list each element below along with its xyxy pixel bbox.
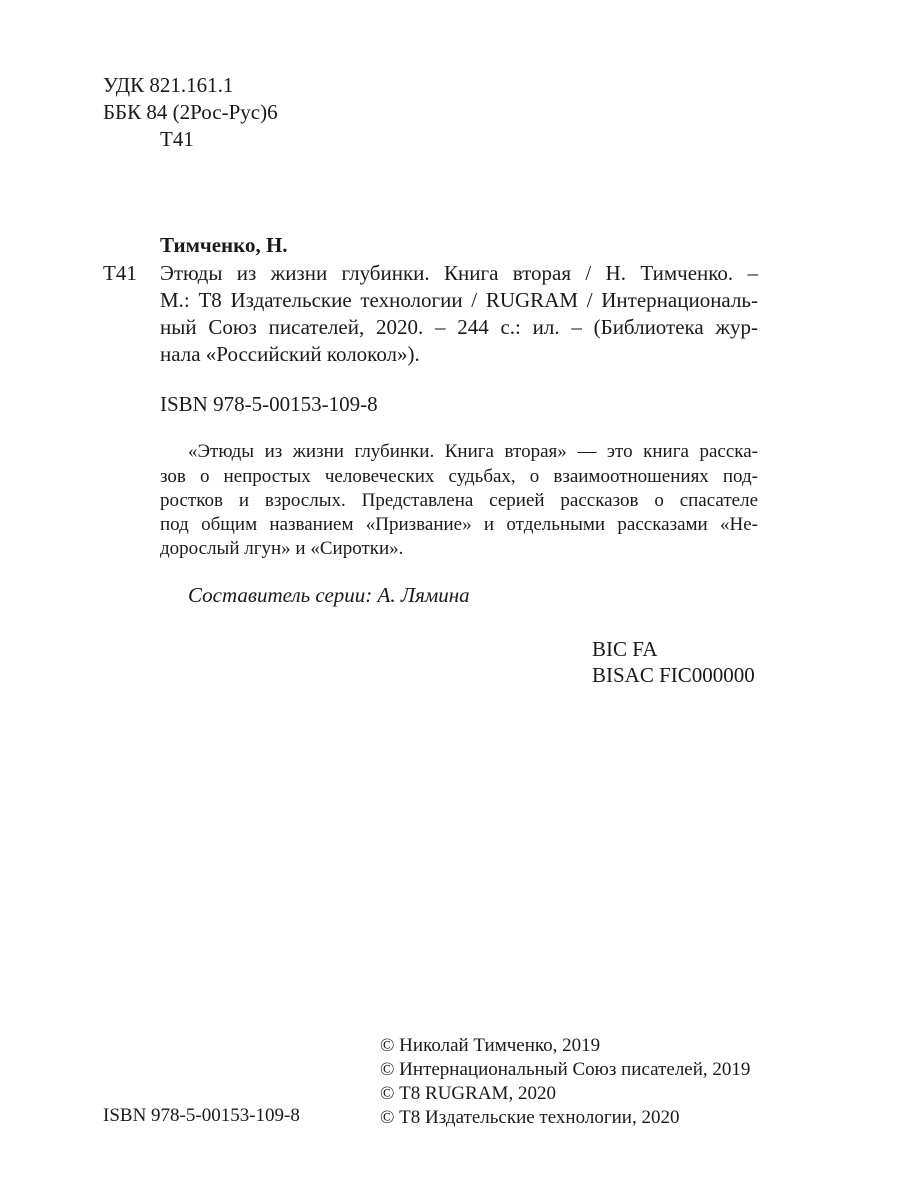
isbn-main: ISBN 978-5-00153-109-8 <box>160 392 378 416</box>
copyright-line: © Интернациональный Союз писателей, 2019 <box>380 1059 751 1080</box>
bibliography-line: М.: Т8 Издательские технологии / RUGRAM / Интернациональ- <box>160 288 758 312</box>
copyright-line: © Т8 Издательские технологии, 2020 <box>380 1107 680 1128</box>
annotation-line: «Этюды из жизни глубинки. Книга вторая» — это книга расска- <box>188 441 758 462</box>
author-name: Тимченко, Н. <box>160 233 288 257</box>
copyright-line: © Николай Тимченко, 2019 <box>380 1035 601 1056</box>
author-mark: Т41 <box>160 127 194 151</box>
bibliography-line: ный Союз писателей, 2020. – 244 с.: ил. – (Библиотека жур- <box>160 315 758 339</box>
bisac-code: BISAC FIC000000 <box>592 663 755 687</box>
annotation-line: дорослый лгун» и «Сиротки». <box>160 538 404 559</box>
bibliography-line: Этюды из жизни глубинки. Книга вторая / Н. Тимченко. – <box>160 261 758 285</box>
bibliography-mark: Т41 <box>103 261 137 285</box>
udk-code: УДК 821.161.1 <box>103 73 234 97</box>
annotation-line: под общим названием «Призвание» и отдельными рассказами «Не- <box>160 514 758 535</box>
annotation-line: зов о непростых человеческих судьбах, о взаимоотношениях под- <box>160 466 758 487</box>
bic-code: BIC FA <box>592 637 658 661</box>
isbn-footer: ISBN 978-5-00153-109-8 <box>103 1105 300 1126</box>
copyright-line: © Т8 RUGRAM, 2020 <box>380 1083 556 1104</box>
bbk-code: ББК 84 (2Рос-Рус)6 <box>103 100 278 124</box>
series-editor: Составитель серии: А. Лямина <box>188 583 470 607</box>
bibliography-line: нала «Российский колокол»). <box>160 342 420 366</box>
annotation-line: ростков и взрослых. Представлена серией рассказов о спасателе <box>160 490 758 511</box>
